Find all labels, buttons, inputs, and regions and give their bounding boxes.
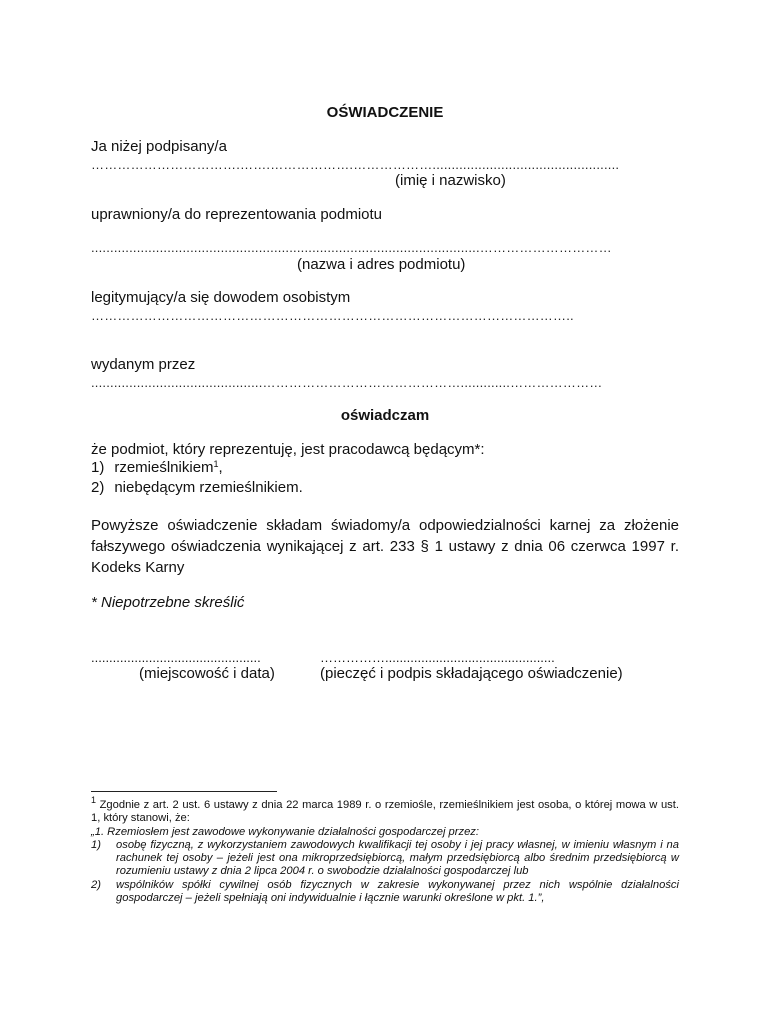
option-text: rzemieślnikiem xyxy=(114,459,214,476)
footnote-separator xyxy=(91,791,277,792)
footnote-quote: „1. Rzemiosłem jest zawodowe wykonywanie działalności gospodarczej przez: xyxy=(91,825,480,838)
footnote xyxy=(91,795,679,905)
signature-sign-dots: ……………............................................... xyxy=(320,650,555,665)
place-date-caption: (miejscowość i data) xyxy=(139,665,275,682)
entity-caption: (nazwa i adres podmiotu) xyxy=(297,256,466,273)
footnote-item-number: 2) xyxy=(91,878,101,891)
liability-paragraph: Powyższe oświadczenie składam świadomy/a odpowiedzialności karnej za złożenie fałszywego oświadczenia wynikającej z art. 233 § 1 ustawy z dnia 06 czerwca 1997 r. Kodeks Karny xyxy=(91,517,679,576)
option-text: niebędącym rzemieślnikiem. xyxy=(114,479,303,496)
signature-caption: (pieczęć i podpis składającego oświadczenie) xyxy=(320,665,623,682)
footnote-intro: $^1$ Zgodnie z art. 2 ust. 6 ustawy z dnia 22 marca 1989 r. o rzemiośle, rzemieślnikiem jest osoba, o której mowa w ust. 1, który stanowi, że: xyxy=(91,795,679,825)
footnote-item-text: wspólników spółki cywilnej osób fizycznych w zakresie wykonywanej przez nich wspólnie działalności gospodarczej – jeżeli spełniają oni indywidualnie i łącznie warunki określone w pkt. 1.”, xyxy=(116,878,679,905)
intro-text: Ja niżej podpisany/a xyxy=(91,138,227,155)
footnote-star-note: * Niepotrzebne skreślić xyxy=(91,594,245,611)
footnote-item-1 xyxy=(91,839,679,879)
id-label: legitymujący/a się dowodem osobistym xyxy=(91,289,351,306)
employer-line: że podmiot, który reprezentuję, jest pracodawcą będącym*: xyxy=(91,441,485,458)
footnote-marker: 1 xyxy=(91,795,97,805)
issued-label: wydanym przez xyxy=(91,356,196,373)
id-dotted-line: ……………………………………………………………………………………………….. xyxy=(91,308,574,323)
footnote-item-2 xyxy=(91,879,679,906)
name-caption: (imię i nazwisko) xyxy=(395,172,506,189)
option-number: 2) xyxy=(91,479,105,496)
entity-dotted-line: ......................................................................................................………………………… xyxy=(91,240,612,255)
declare-heading: oświadczam xyxy=(340,407,430,424)
footnote-ref: 1 xyxy=(213,459,219,469)
option-1: 1) rzemieślnikiem$^1$, xyxy=(91,459,223,476)
authorized-text: uprawniony/a do reprezentowania podmiotu xyxy=(91,206,383,223)
issued-dotted-line: .............................................……………………………………….............………………… xyxy=(91,375,603,390)
option-number: 1) xyxy=(91,459,105,476)
name-dotted-line: …………………………….…….……………….………………................................................. xyxy=(91,157,620,172)
footnote-item-number: 1) xyxy=(91,838,101,851)
footnote-item-text: osobę fizyczną, z wykorzystaniem zawodowych kwalifikacji tej osoby i jej pracy własnej, w imieniu własnym i na rachunek tej osoby – jeżeli jest ona mikroprzedsiębiorcą, małym przedsiębiorcą albo średnim przedsiębiorcą w rozumieniu ustawy z dnia 2 lipca 2004 r. o swobodzie działalności gospodarczej lub xyxy=(116,838,679,878)
document-title: OŚWIADCZENIE xyxy=(326,104,444,121)
option-2 xyxy=(91,479,303,496)
signature-place-dots: ............................................... xyxy=(91,650,261,665)
